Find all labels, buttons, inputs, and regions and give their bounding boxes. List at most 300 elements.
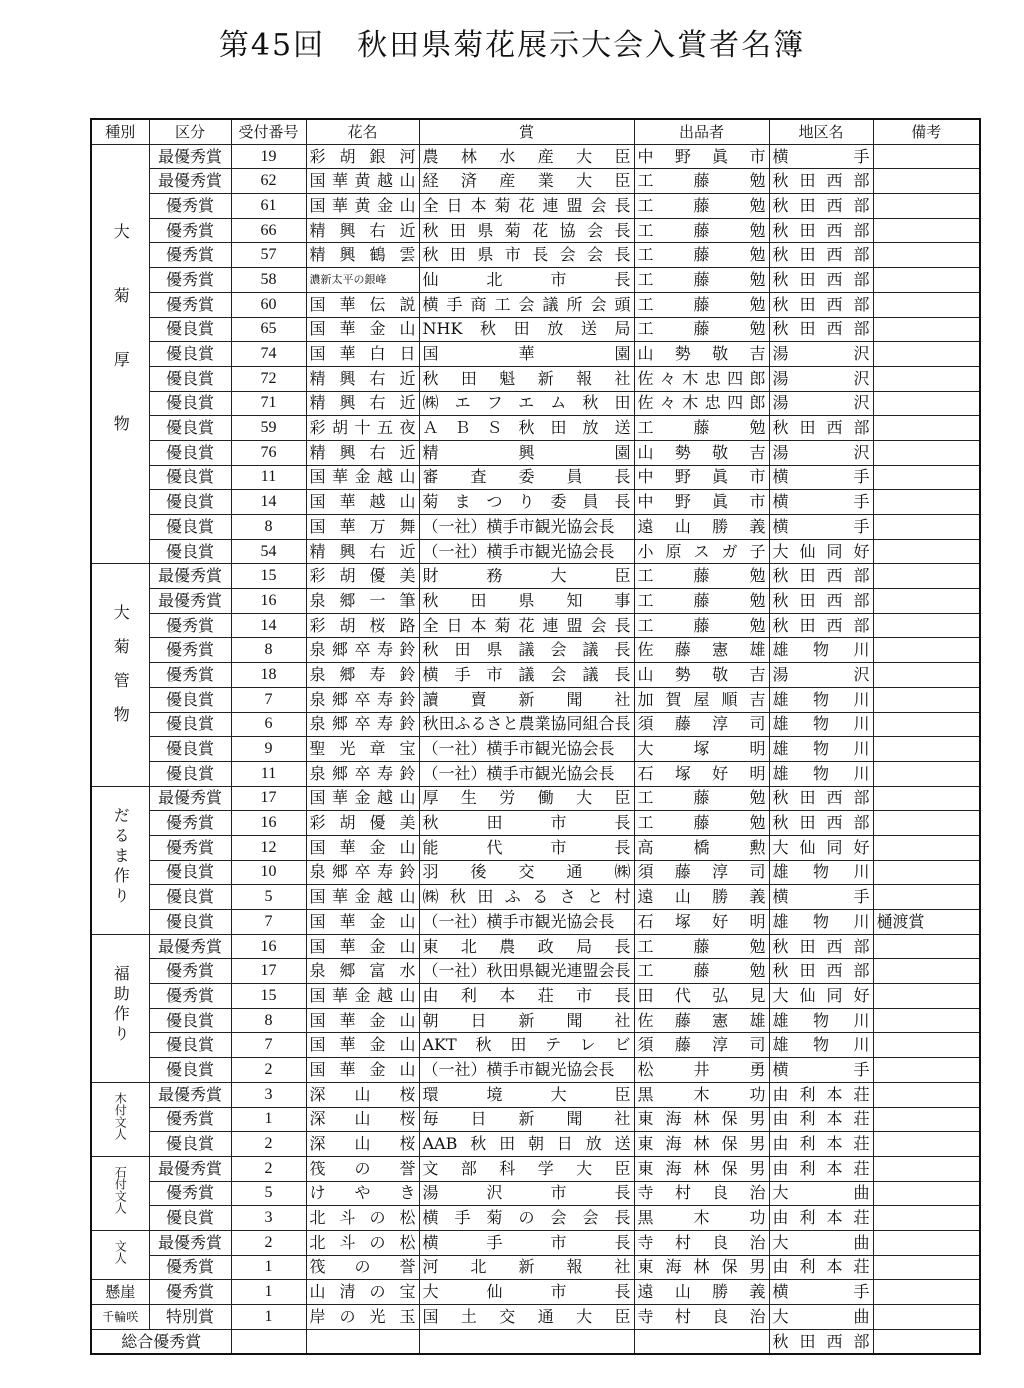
award-cell: （一社）横手市観光協会長 bbox=[419, 910, 634, 935]
flower-name-cell: 精興右近 bbox=[306, 539, 419, 564]
district-cell: 秋田西部 bbox=[769, 564, 873, 589]
award-cell: （一社）横手市観光協会長 bbox=[419, 1058, 634, 1083]
district-cell: 由利本荘 bbox=[769, 1255, 873, 1280]
district-cell: 横手 bbox=[769, 1280, 873, 1305]
exhibitor-cell: 佐々木忠四郎 bbox=[634, 366, 769, 391]
flower-name-cell: 泉郷一筆 bbox=[306, 589, 419, 614]
remarks-cell bbox=[873, 490, 980, 515]
division-cell: 優良賞 bbox=[149, 490, 231, 515]
award-cell: 国華園 bbox=[419, 342, 634, 367]
category-label: 石付文人 bbox=[113, 1166, 128, 1215]
district-cell: 由利本荘 bbox=[769, 1107, 873, 1132]
exhibitor-cell: 佐々木忠四郎 bbox=[634, 391, 769, 416]
remarks-cell bbox=[873, 984, 980, 1009]
header-type: 種別 bbox=[91, 119, 149, 144]
award-cell: 横手市長 bbox=[419, 1230, 634, 1255]
exhibitor-cell: 工藤勉 bbox=[634, 786, 769, 811]
remarks-cell bbox=[873, 366, 980, 391]
award-cell: 厚生労働大臣 bbox=[419, 786, 634, 811]
remarks-cell bbox=[873, 1008, 980, 1033]
flower-name-cell: 筏の誉 bbox=[306, 1255, 419, 1280]
award-cell: ㈱エフエム秋田 bbox=[419, 391, 634, 416]
division-cell: 最優秀賞 bbox=[149, 1156, 231, 1181]
division-cell: 優良賞 bbox=[149, 1058, 231, 1083]
award-cell: 横手菊の会会長 bbox=[419, 1206, 634, 1231]
table-row bbox=[91, 860, 980, 885]
flower-name-cell: 彩胡桜路 bbox=[306, 613, 419, 638]
table-row bbox=[91, 1132, 980, 1157]
exhibitor-cell: 大塚明 bbox=[634, 737, 769, 762]
district-cell: 横手 bbox=[769, 515, 873, 540]
exhibitor-cell: 東海林保男 bbox=[634, 1107, 769, 1132]
exhibitor-cell: 高橋勲 bbox=[634, 835, 769, 860]
district-cell: 由利本荘 bbox=[769, 1156, 873, 1181]
division-cell: 優良賞 bbox=[149, 885, 231, 910]
table-row bbox=[91, 169, 980, 194]
award-cell: 経済産業大臣 bbox=[419, 169, 634, 194]
district-cell: 横手 bbox=[769, 490, 873, 515]
receipt-number-cell: 15 bbox=[231, 564, 306, 589]
receipt-number-cell: 11 bbox=[231, 465, 306, 490]
flower-name-cell: 山清の宝 bbox=[306, 1280, 419, 1305]
table-row bbox=[91, 1230, 980, 1255]
flower-name-cell: 精興鶴雲 bbox=[306, 243, 419, 268]
flower-name-cell: 彩胡銀河 bbox=[306, 144, 419, 169]
total-row bbox=[91, 1329, 980, 1354]
receipt-number-cell: 2 bbox=[231, 1230, 306, 1255]
award-cell: 精興園 bbox=[419, 440, 634, 465]
district-cell: 秋田西部 bbox=[769, 169, 873, 194]
award-cell: 全日本菊花連盟会長 bbox=[419, 613, 634, 638]
receipt-number-cell: 7 bbox=[231, 687, 306, 712]
division-cell: 優秀賞 bbox=[149, 959, 231, 984]
remarks-cell bbox=[873, 761, 980, 786]
flower-name-cell: 精興右近 bbox=[306, 218, 419, 243]
exhibitor-cell: 佐藤憲雄 bbox=[634, 1008, 769, 1033]
award-cell: 横手商工会議所会頭 bbox=[419, 292, 634, 317]
district-cell: 湯沢 bbox=[769, 663, 873, 688]
district-cell: 湯沢 bbox=[769, 440, 873, 465]
flower-name-cell: 国華伝説 bbox=[306, 292, 419, 317]
table-row bbox=[91, 1206, 980, 1231]
receipt-number-cell: 57 bbox=[231, 243, 306, 268]
flower-name-cell: 国華金越山 bbox=[306, 984, 419, 1009]
table-row bbox=[91, 663, 980, 688]
flower-name-cell: 国華越山 bbox=[306, 490, 419, 515]
flower-name-cell: 国華白日 bbox=[306, 342, 419, 367]
exhibitor-cell: 工藤勉 bbox=[634, 564, 769, 589]
remarks-cell bbox=[873, 860, 980, 885]
award-cell: 秋田県議会議長 bbox=[419, 638, 634, 663]
header-remarks: 備考 bbox=[873, 119, 980, 144]
division-cell: 優良賞 bbox=[149, 1132, 231, 1157]
table-row bbox=[91, 1107, 980, 1132]
remarks-cell bbox=[873, 1181, 980, 1206]
remarks-cell bbox=[873, 194, 980, 219]
award-cell: 横手市議会議長 bbox=[419, 663, 634, 688]
exhibitor-cell: 東海林保男 bbox=[634, 1156, 769, 1181]
category-label: 文人 bbox=[113, 1240, 128, 1265]
remarks-cell bbox=[873, 737, 980, 762]
division-cell: 優秀賞 bbox=[149, 638, 231, 663]
remarks-cell bbox=[873, 515, 980, 540]
table-row bbox=[91, 984, 980, 1009]
exhibitor-cell: 中野眞市 bbox=[634, 490, 769, 515]
exhibitor-cell: 寺村良治 bbox=[634, 1181, 769, 1206]
exhibitor-cell: 中野眞市 bbox=[634, 144, 769, 169]
award-cell: 全日本菊花連盟会長 bbox=[419, 194, 634, 219]
division-cell: 最優秀賞 bbox=[149, 169, 231, 194]
remarks-cell bbox=[873, 342, 980, 367]
table-row bbox=[91, 268, 980, 293]
flower-name-cell: 彩胡優美 bbox=[306, 564, 419, 589]
receipt-number-cell: 71 bbox=[231, 391, 306, 416]
remarks-cell bbox=[873, 1107, 980, 1132]
receipt-number-cell: 2 bbox=[231, 1132, 306, 1157]
receipt-number-cell: 17 bbox=[231, 959, 306, 984]
remarks-cell bbox=[873, 1255, 980, 1280]
district-cell: 雄物川 bbox=[769, 1033, 873, 1058]
flower-name-cell: 泉郷卒寿鈴 bbox=[306, 687, 419, 712]
category-label: 福助作り bbox=[111, 965, 131, 1046]
division-cell: 優良賞 bbox=[149, 465, 231, 490]
exhibitor-cell: 工藤勉 bbox=[634, 613, 769, 638]
award-cell: 東北農政局長 bbox=[419, 934, 634, 959]
division-cell: 優良賞 bbox=[149, 342, 231, 367]
division-cell: 優良賞 bbox=[149, 712, 231, 737]
receipt-number-cell: 9 bbox=[231, 737, 306, 762]
header-receipt-number: 受付番号 bbox=[231, 119, 306, 144]
category-label: だるま作り bbox=[111, 807, 131, 908]
award-cell: 菊まつり委員長 bbox=[419, 490, 634, 515]
division-cell: 優良賞 bbox=[149, 761, 231, 786]
remarks-cell bbox=[873, 416, 980, 441]
district-cell: 秋田西部 bbox=[769, 243, 873, 268]
table-row bbox=[91, 613, 980, 638]
table-row bbox=[91, 194, 980, 219]
flower-name-cell: 泉郷富水 bbox=[306, 959, 419, 984]
category-cell bbox=[91, 1230, 149, 1279]
header-district: 地区名 bbox=[769, 119, 873, 144]
district-cell: 秋田西部 bbox=[769, 959, 873, 984]
exhibitor-cell: 工藤勉 bbox=[634, 317, 769, 342]
district-cell: 雄物川 bbox=[769, 910, 873, 935]
remarks-cell bbox=[873, 317, 980, 342]
exhibitor-cell: 工藤勉 bbox=[634, 959, 769, 984]
remarks-cell bbox=[873, 144, 980, 169]
division-cell: 優良賞 bbox=[149, 440, 231, 465]
receipt-number-cell: 19 bbox=[231, 144, 306, 169]
receipt-number-cell: 7 bbox=[231, 910, 306, 935]
category-cell bbox=[91, 144, 149, 564]
district-cell: 由利本荘 bbox=[769, 1082, 873, 1107]
division-cell: 優秀賞 bbox=[149, 243, 231, 268]
header-row bbox=[91, 119, 980, 144]
award-cell: NHK秋田放送局 bbox=[419, 317, 634, 342]
remarks-cell bbox=[873, 1058, 980, 1083]
district-cell: 雄物川 bbox=[769, 860, 873, 885]
table-row bbox=[91, 687, 980, 712]
header-award: 賞 bbox=[419, 119, 634, 144]
exhibitor-cell: 石塚好明 bbox=[634, 910, 769, 935]
division-cell: 優良賞 bbox=[149, 1206, 231, 1231]
exhibitor-cell: 工藤勉 bbox=[634, 194, 769, 219]
district-cell: 湯沢 bbox=[769, 342, 873, 367]
remarks-cell bbox=[873, 1132, 980, 1157]
remarks-cell bbox=[873, 169, 980, 194]
division-cell: 優良賞 bbox=[149, 515, 231, 540]
exhibitor-cell: 黒木功 bbox=[634, 1206, 769, 1231]
empty-cell bbox=[231, 1329, 306, 1354]
table-row bbox=[91, 218, 980, 243]
table-row bbox=[91, 292, 980, 317]
flower-name-cell: 聖光章宝 bbox=[306, 737, 419, 762]
district-cell: 雄物川 bbox=[769, 638, 873, 663]
header-division: 区分 bbox=[149, 119, 231, 144]
remarks-cell bbox=[873, 687, 980, 712]
remarks-cell bbox=[873, 712, 980, 737]
exhibitor-cell: 山勢敬吉 bbox=[634, 440, 769, 465]
remarks-cell bbox=[873, 959, 980, 984]
exhibitor-cell: 工藤勉 bbox=[634, 169, 769, 194]
table-row bbox=[91, 786, 980, 811]
category-cell bbox=[91, 934, 149, 1082]
category-cell bbox=[91, 1305, 149, 1330]
flower-name-cell: 深山桜 bbox=[306, 1082, 419, 1107]
exhibitor-cell: 寺村良治 bbox=[634, 1305, 769, 1330]
flower-name-cell: 泉郷卒寿鈴 bbox=[306, 761, 419, 786]
division-cell: 優秀賞 bbox=[149, 1255, 231, 1280]
flower-name-cell: 国華金山 bbox=[306, 1033, 419, 1058]
table-row bbox=[91, 1082, 980, 1107]
receipt-number-cell: 66 bbox=[231, 218, 306, 243]
receipt-number-cell: 62 bbox=[231, 169, 306, 194]
district-cell: 秋田西部 bbox=[769, 613, 873, 638]
division-cell: 優良賞 bbox=[149, 737, 231, 762]
award-cell: 大仙市長 bbox=[419, 1280, 634, 1305]
flower-name-cell: 泉郷卒寿鈴 bbox=[306, 712, 419, 737]
flower-name-cell: 精興右近 bbox=[306, 440, 419, 465]
remarks-cell bbox=[873, 638, 980, 663]
receipt-number-cell: 5 bbox=[231, 885, 306, 910]
flower-name-cell: 精興右近 bbox=[306, 391, 419, 416]
receipt-number-cell: 58 bbox=[231, 268, 306, 293]
district-cell: 秋田西部 bbox=[769, 786, 873, 811]
remarks-cell bbox=[873, 885, 980, 910]
exhibitor-cell: 石塚好明 bbox=[634, 761, 769, 786]
table-row bbox=[91, 1058, 980, 1083]
table-row bbox=[91, 1156, 980, 1181]
exhibitor-cell: 工藤勉 bbox=[634, 292, 769, 317]
award-cell: 羽後交通㈱ bbox=[419, 860, 634, 885]
division-cell: 優秀賞 bbox=[149, 1107, 231, 1132]
receipt-number-cell: 54 bbox=[231, 539, 306, 564]
table-row bbox=[91, 465, 980, 490]
flower-name-cell: 北斗の松 bbox=[306, 1230, 419, 1255]
division-cell: 特別賞 bbox=[149, 1305, 231, 1330]
remarks-cell bbox=[873, 218, 980, 243]
flower-name-cell: 筏の誉 bbox=[306, 1156, 419, 1181]
exhibitor-cell: 遠山勝義 bbox=[634, 515, 769, 540]
exhibitor-cell: 小原スガ子 bbox=[634, 539, 769, 564]
division-cell: 優秀賞 bbox=[149, 811, 231, 836]
award-cell: 秋田市長 bbox=[419, 811, 634, 836]
flower-name-cell: 国華金越山 bbox=[306, 885, 419, 910]
category-label: 千輪咲 bbox=[102, 1310, 139, 1325]
award-cell: 仙北市長 bbox=[419, 268, 634, 293]
remarks-cell bbox=[873, 268, 980, 293]
receipt-number-cell: 59 bbox=[231, 416, 306, 441]
table-row bbox=[91, 490, 980, 515]
division-cell: 優良賞 bbox=[149, 539, 231, 564]
award-cell: 財務大臣 bbox=[419, 564, 634, 589]
division-cell: 優良賞 bbox=[149, 366, 231, 391]
receipt-number-cell: 11 bbox=[231, 761, 306, 786]
district-cell: 湯沢 bbox=[769, 366, 873, 391]
flower-name-cell: 深山桜 bbox=[306, 1107, 419, 1132]
receipt-number-cell: 6 bbox=[231, 712, 306, 737]
flower-name-cell: 国華金越山 bbox=[306, 465, 419, 490]
division-cell: 最優秀賞 bbox=[149, 786, 231, 811]
receipt-number-cell: 8 bbox=[231, 1008, 306, 1033]
district-cell: 秋田西部 bbox=[769, 194, 873, 219]
receipt-number-cell: 7 bbox=[231, 1033, 306, 1058]
division-cell: 最優秀賞 bbox=[149, 564, 231, 589]
flower-name-cell: 泉郷卒寿鈴 bbox=[306, 860, 419, 885]
flower-name-cell: 国華金山 bbox=[306, 317, 419, 342]
division-cell: 優秀賞 bbox=[149, 268, 231, 293]
receipt-number-cell: 8 bbox=[231, 638, 306, 663]
award-cell: （一社）秋田県観光連盟会長 bbox=[419, 959, 634, 984]
flower-name-cell: 彩胡優美 bbox=[306, 811, 419, 836]
district-cell: 横手 bbox=[769, 885, 873, 910]
receipt-number-cell: 60 bbox=[231, 292, 306, 317]
exhibitor-cell: 工藤勉 bbox=[634, 934, 769, 959]
category-cell bbox=[91, 1156, 149, 1230]
remarks-cell bbox=[873, 1305, 980, 1330]
exhibitor-cell: 中野眞市 bbox=[634, 465, 769, 490]
division-cell: 優秀賞 bbox=[149, 218, 231, 243]
receipt-number-cell: 16 bbox=[231, 934, 306, 959]
table-row bbox=[91, 712, 980, 737]
category-label: 木付文人 bbox=[113, 1092, 128, 1141]
header-exhibitor: 出品者 bbox=[634, 119, 769, 144]
table-row bbox=[91, 761, 980, 786]
district-cell: 大仙同好 bbox=[769, 835, 873, 860]
district-cell: 秋田西部 bbox=[769, 317, 873, 342]
district-cell: 湯沢 bbox=[769, 391, 873, 416]
exhibitor-cell: 工藤勉 bbox=[634, 589, 769, 614]
empty-cell bbox=[419, 1329, 634, 1354]
award-cell: 秋田県市長会会長 bbox=[419, 243, 634, 268]
exhibitor-cell: 寺村良治 bbox=[634, 1230, 769, 1255]
table-row bbox=[91, 885, 980, 910]
table-row bbox=[91, 638, 980, 663]
award-cell: （一社）横手市観光協会長 bbox=[419, 515, 634, 540]
remarks-cell bbox=[873, 1156, 980, 1181]
division-cell: 優良賞 bbox=[149, 860, 231, 885]
table-row bbox=[91, 1280, 980, 1305]
district-cell: 由利本荘 bbox=[769, 1206, 873, 1231]
award-cell: 環境大臣 bbox=[419, 1082, 634, 1107]
award-cell: 由利本荘市長 bbox=[419, 984, 634, 1009]
flower-name-cell: 泉郷寿鈴 bbox=[306, 663, 419, 688]
exhibitor-cell: 田代弘見 bbox=[634, 984, 769, 1009]
district-cell: 雄物川 bbox=[769, 761, 873, 786]
table-row bbox=[91, 1181, 980, 1206]
receipt-number-cell: 14 bbox=[231, 490, 306, 515]
remarks-cell bbox=[873, 613, 980, 638]
flower-name-cell: けやき bbox=[306, 1181, 419, 1206]
table-row bbox=[91, 959, 980, 984]
division-cell: 最優秀賞 bbox=[149, 1082, 231, 1107]
district-cell: 雄物川 bbox=[769, 737, 873, 762]
remarks-cell bbox=[873, 934, 980, 959]
category-cell bbox=[91, 786, 149, 934]
flower-name-cell: 岸の光玉 bbox=[306, 1305, 419, 1330]
award-cell: 湯沢市長 bbox=[419, 1181, 634, 1206]
exhibitor-cell: 須藤淳司 bbox=[634, 860, 769, 885]
flower-name-cell: 濃新太平の銀峰 bbox=[306, 268, 419, 293]
district-cell: 秋田西部 bbox=[769, 589, 873, 614]
remarks-cell bbox=[873, 243, 980, 268]
receipt-number-cell: 14 bbox=[231, 613, 306, 638]
table-row bbox=[91, 440, 980, 465]
receipt-number-cell: 3 bbox=[231, 1206, 306, 1231]
table-row bbox=[91, 934, 980, 959]
district-cell: 横手 bbox=[769, 144, 873, 169]
receipt-number-cell: 5 bbox=[231, 1181, 306, 1206]
flower-name-cell: 泉郷卒寿鈴 bbox=[306, 638, 419, 663]
exhibitor-cell: 遠山勝義 bbox=[634, 1280, 769, 1305]
table-row bbox=[91, 1033, 980, 1058]
flower-name-cell: 北斗の松 bbox=[306, 1206, 419, 1231]
table-row bbox=[91, 835, 980, 860]
empty-cell bbox=[306, 1329, 419, 1354]
remarks-cell bbox=[873, 786, 980, 811]
table-row bbox=[91, 1305, 980, 1330]
award-cell: 毎日新聞社 bbox=[419, 1107, 634, 1132]
exhibitor-cell: 工藤勉 bbox=[634, 218, 769, 243]
exhibitor-cell: 工藤勉 bbox=[634, 811, 769, 836]
award-cell: 秋田ふるさと農業協同組合長 bbox=[419, 712, 634, 737]
receipt-number-cell: 10 bbox=[231, 860, 306, 885]
table-row bbox=[91, 1008, 980, 1033]
exhibitor-cell: 山勢敬吉 bbox=[634, 342, 769, 367]
empty-cell bbox=[873, 1329, 980, 1354]
division-cell: 優秀賞 bbox=[149, 194, 231, 219]
header-flower-name: 花名 bbox=[306, 119, 419, 144]
district-cell: 大曲 bbox=[769, 1181, 873, 1206]
district-cell: 秋田西部 bbox=[769, 268, 873, 293]
division-cell: 優秀賞 bbox=[149, 613, 231, 638]
district-cell: 雄物川 bbox=[769, 1008, 873, 1033]
remarks-cell bbox=[873, 1230, 980, 1255]
table-row bbox=[91, 366, 980, 391]
district-cell: 秋田西部 bbox=[769, 416, 873, 441]
remarks-cell bbox=[873, 391, 980, 416]
exhibitor-cell: 佐藤憲雄 bbox=[634, 638, 769, 663]
division-cell: 優良賞 bbox=[149, 317, 231, 342]
exhibitor-cell: 加賀屋順吉 bbox=[634, 687, 769, 712]
award-cell: （一社）横手市観光協会長 bbox=[419, 761, 634, 786]
division-cell: 優良賞 bbox=[149, 1033, 231, 1058]
district-cell: 雄物川 bbox=[769, 687, 873, 712]
receipt-number-cell: 1 bbox=[231, 1107, 306, 1132]
remarks-cell bbox=[873, 1082, 980, 1107]
district-cell: 大曲 bbox=[769, 1230, 873, 1255]
district-cell: 横手 bbox=[769, 465, 873, 490]
